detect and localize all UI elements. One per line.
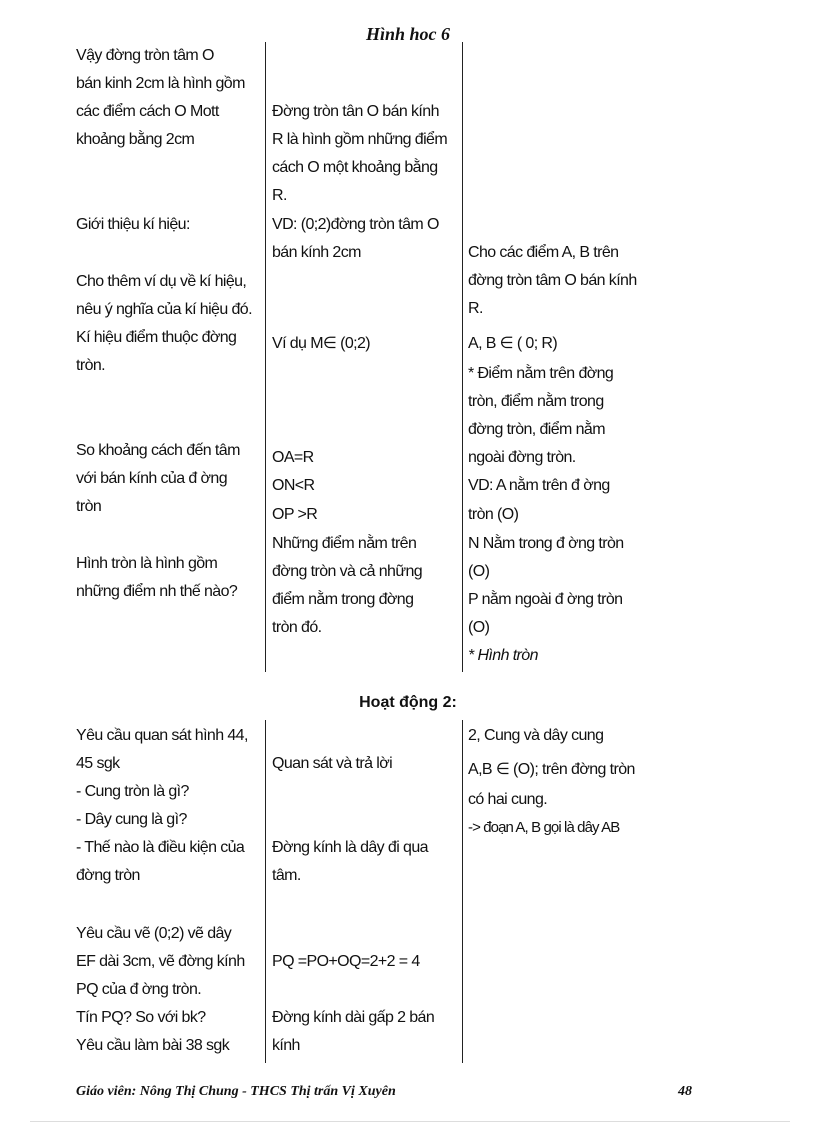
content-text: * Điểm nằm trên đờng [468,365,614,382]
content-text: VD: A nằm trên đ ờng [468,477,610,494]
content-text: đờng tròn tâm O bán kính [468,272,637,289]
teacher-text: bán kinh 2cm là hình gồm [76,75,245,92]
student-text: VD: (0;2)đờng tròn tâm O [272,216,439,233]
student-text: R là hình gồm những điểm [272,131,448,148]
content-text: có hai cung. [468,791,548,808]
content-text: * Hình tròn [468,647,538,664]
student-text: Đờng tròn tân O bán kính [272,103,439,120]
content-text: R. [468,300,483,317]
student-text: Những điểm nằm trên [272,535,417,552]
teacher-text: Hình tròn là hình gồm [76,555,218,572]
student-text: bán kính 2cm [272,244,361,261]
teacher-text: những điểm nh thế nào? [76,583,238,600]
teacher-text: nêu ý nghĩa của kí hiệu đó. [76,301,252,318]
content-text: Cho các điểm A, B trên [468,244,619,261]
student-text: ON<R [272,477,315,494]
teacher-text: 45 sgk [76,755,120,772]
student-text: OA=R [272,449,314,466]
content-text: (O) [468,563,490,580]
student-text: R. [272,187,287,204]
teacher-text: PQ của đ ờng tròn. [76,981,202,998]
teacher-text: - Dây cung là gì? [76,811,187,828]
teacher-text: Kí hiệu điểm thuộc đờng [76,329,237,346]
content-text: A,B ∈ (O); trên đờng tròn [468,761,635,778]
teacher-text: Giới thiệu kí hiệu: [76,216,190,233]
content-text: (O) [468,619,490,636]
student-text: điểm nằm trong đờng [272,591,414,608]
teacher-text: EF dài 3cm, vẽ đờng kính [76,953,245,970]
page-number: 48 [678,1084,692,1099]
footer-divider [30,1121,790,1122]
content-text: N Nằm trong đ ờng tròn [468,535,624,552]
page-header-title: Hình hoc 6 [365,24,451,44]
content-text: đờng tròn, điểm nằm [468,421,605,438]
column-divider-2 [462,42,463,672]
teacher-text: đờng tròn [76,867,140,884]
column-divider-1 [265,720,266,1063]
teacher-text: Yêu cầu quan sát hình 44, [76,727,248,744]
teacher-text: So khoảng cách đến tâm [76,442,240,459]
content-text: P nằm ngoài đ ờng tròn [468,591,623,608]
column-divider-2 [462,720,463,1063]
student-text: đờng tròn và cả những [272,563,423,580]
teacher-text: các điểm cách O Mott [76,103,219,120]
teacher-text: Cho thêm ví dụ về kí hiệu, [76,273,247,290]
teacher-text: Yêu cầu làm bài 38 sgk [76,1037,230,1054]
student-text: PQ =PO+OQ=2+2 = 4 [272,953,420,970]
teacher-text: - Cung tròn là gì? [76,783,189,800]
teacher-text: Tín PQ? So với bk? [76,1009,206,1026]
teacher-text: khoảng bằng 2cm [76,131,195,148]
content-text: tròn (O) [468,506,519,523]
teacher-text: tròn [76,498,102,515]
content-text: A, B ∈ ( 0; R) [468,335,558,352]
student-text: kính [272,1037,300,1054]
activity-heading: Hoạt động 2: [359,694,457,711]
student-text: tâm. [272,867,301,884]
student-text: Quan sát và trả lời [272,755,393,772]
student-text: tròn đó. [272,619,322,636]
teacher-text: - Thế nào là điều kiện của [76,839,245,856]
student-text: Đờng kính là dây đi qua [272,839,428,856]
content-text: tròn, điểm nằm trong [468,393,604,410]
teacher-text: Vậy đờng tròn tâm O [76,47,214,64]
content-text: ngoài đờng tròn. [468,449,576,466]
student-text: OP >R [272,506,318,523]
student-text: cách O một khoảng bằng [272,159,438,176]
student-text: Ví dụ M∈ (0;2) [272,335,371,352]
content-text: 2, Cung và dây cung [468,727,604,744]
footer-teacher: Giáo viên: Nông Thị Chung - THCS Thị trấn Vị Xuyên [76,1084,396,1099]
student-text: Đờng kính dài gấp 2 bán [272,1009,435,1026]
teacher-text: Yêu cầu vẽ (0;2) vẽ dây [76,925,232,942]
teacher-text: tròn. [76,357,106,374]
content-text: -> đoạn A, B gọi là dây AB [468,819,620,836]
column-divider-1 [265,42,266,672]
teacher-text: với bán kính của đ ờng [76,470,227,487]
